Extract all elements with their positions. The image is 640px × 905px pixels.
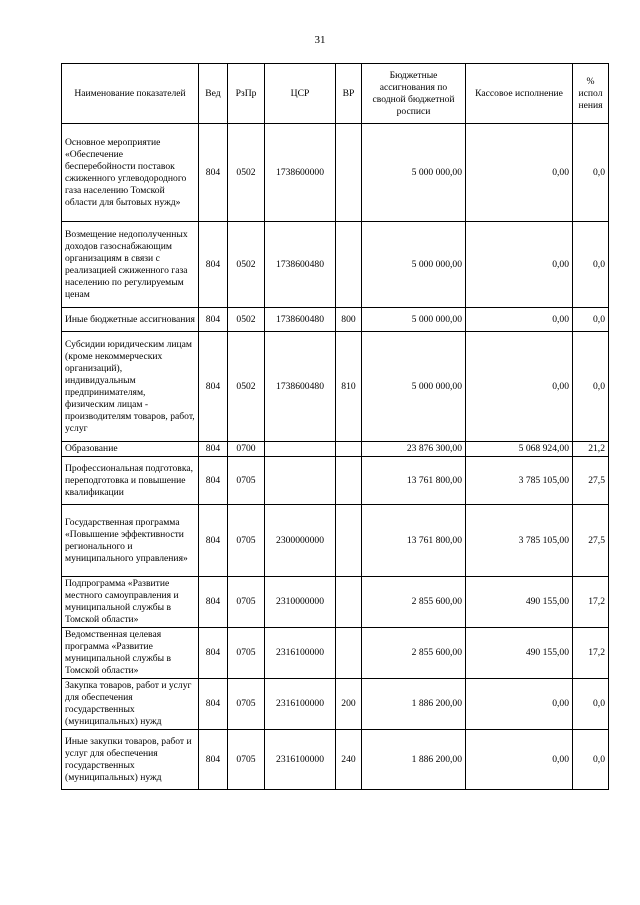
table-row [62,308,609,332]
table-row [62,679,609,730]
cell-csr: 1738600000 [265,124,336,222]
cell-cash: 0,00 [466,124,573,222]
cell-vr [336,457,362,505]
table-row [62,332,609,442]
cell-cash: 0,00 [466,730,573,790]
cell-pct: 0,0 [573,730,609,790]
cell-name: Основное мероприятие «Обеспечение бесперебойности поставок сжиженного углеводородного газа населению Томской области для бытовых нужд» [62,124,199,222]
cell-cash: 3 785 105,00 [466,505,573,577]
cell-csr: 1738600480 [265,332,336,442]
cell-ved: 804 [199,628,228,679]
cell-name: Иные бюджетные ассигнования [62,308,199,332]
cell-pct: 17,2 [573,577,609,628]
cell-rzpr: 0705 [228,730,265,790]
cell-rzpr: 0705 [228,628,265,679]
cell-vr [336,442,362,457]
cell-budget: 2 855 600,00 [362,577,466,628]
table-row [62,730,609,790]
cell-ved: 804 [199,577,228,628]
header-budget: Бюджетные ассигнования по сводной бюджетной росписи [362,64,466,124]
cell-csr [265,442,336,457]
cell-name: Ведомственная целевая программа «Развитие муниципальной службы в Томской области» [62,628,199,679]
cell-rzpr: 0502 [228,222,265,308]
cell-rzpr: 0502 [228,124,265,222]
cell-budget: 13 761 800,00 [362,505,466,577]
cell-cash: 0,00 [466,308,573,332]
cell-csr: 2300000000 [265,505,336,577]
cell-vr: 800 [336,308,362,332]
cell-csr: 1738600480 [265,222,336,308]
cell-budget: 5 000 000,00 [362,308,466,332]
table-row [62,124,609,222]
cell-csr: 2316100000 [265,628,336,679]
cell-budget: 1 886 200,00 [362,730,466,790]
cell-pct: 27,5 [573,505,609,577]
cell-budget: 1 886 200,00 [362,679,466,730]
cell-rzpr: 0502 [228,332,265,442]
header-csr: ЦСР [265,64,336,124]
header-vr: ВР [336,64,362,124]
table-row [62,222,609,308]
table-row [62,577,609,628]
cell-ved: 804 [199,457,228,505]
cell-csr: 2310000000 [265,577,336,628]
cell-name: Государственная программа «Повышение эффективности регионального и муниципального управления» [62,505,199,577]
budget-execution-table [61,63,609,790]
cell-budget: 2 855 600,00 [362,628,466,679]
cell-pct: 0,0 [573,308,609,332]
cell-budget: 5 000 000,00 [362,222,466,308]
cell-rzpr: 0705 [228,577,265,628]
cell-name: Закупка товаров, работ и услуг для обеспечения государственных (муниципальных) нужд [62,679,199,730]
cell-csr: 1738600480 [265,308,336,332]
cell-vr [336,577,362,628]
page-number: 31 [314,34,326,46]
header-name: Наименование показателей [62,64,199,124]
cell-name: Подпрограмма «Развитие местного самоуправления и муниципальной службы в Томской области» [62,577,199,628]
cell-pct: 21,2 [573,442,609,457]
cell-cash: 0,00 [466,222,573,308]
cell-name: Образование [62,442,199,457]
table-row [62,457,609,505]
cell-vr: 240 [336,730,362,790]
cell-ved: 804 [199,308,228,332]
cell-pct: 0,0 [573,679,609,730]
cell-cash: 3 785 105,00 [466,457,573,505]
cell-vr: 200 [336,679,362,730]
cell-budget: 13 761 800,00 [362,457,466,505]
cell-rzpr: 0705 [228,679,265,730]
cell-budget: 5 000 000,00 [362,332,466,442]
cell-budget: 23 876 300,00 [362,442,466,457]
cell-name: Иные закупки товаров, работ и услуг для обеспечения государственных (муниципальных) нужд [62,730,199,790]
cell-vr: 810 [336,332,362,442]
cell-name: Профессиональная подготовка, переподготовка и повышение квалификации [62,457,199,505]
cell-cash: 0,00 [466,679,573,730]
table-row [62,628,609,679]
cell-csr: 2316100000 [265,730,336,790]
cell-ved: 804 [199,679,228,730]
cell-rzpr: 0502 [228,308,265,332]
cell-ved: 804 [199,505,228,577]
cell-vr [336,124,362,222]
cell-rzpr: 0705 [228,457,265,505]
cell-rzpr: 0700 [228,442,265,457]
cell-vr [336,505,362,577]
cell-pct: 27,5 [573,457,609,505]
cell-cash: 490 155,00 [466,628,573,679]
header-ved: Вед [199,64,228,124]
table-row [62,505,609,577]
cell-ved: 804 [199,222,228,308]
cell-cash: 490 155,00 [466,577,573,628]
cell-cash: 0,00 [466,332,573,442]
cell-ved: 804 [199,442,228,457]
cell-budget: 5 000 000,00 [362,124,466,222]
header-cash: Кассовое исполнение [466,64,573,124]
cell-vr [336,222,362,308]
cell-vr [336,628,362,679]
cell-pct: 17,2 [573,628,609,679]
cell-csr: 2316100000 [265,679,336,730]
cell-pct: 0,0 [573,332,609,442]
table-header-row [62,64,609,124]
header-rzpr: РзПр [228,64,265,124]
cell-cash: 5 068 924,00 [466,442,573,457]
cell-pct: 0,0 [573,222,609,308]
header-pct: % испол нения [573,64,609,124]
cell-ved: 804 [199,332,228,442]
cell-ved: 804 [199,730,228,790]
cell-pct: 0,0 [573,124,609,222]
cell-ved: 804 [199,124,228,222]
cell-csr [265,457,336,505]
cell-rzpr: 0705 [228,505,265,577]
cell-name: Субсидии юридическим лицам (кроме некоммерческих организаций), индивидуальным предпринимателям, физическим лицам - производителям товаров, работ, услуг [62,332,199,442]
cell-name: Возмещение недополученных доходов газоснабжающим организациям в связи с реализацией сжиженного газа населению по регулируемым ценам [62,222,199,308]
table-row [62,442,609,457]
